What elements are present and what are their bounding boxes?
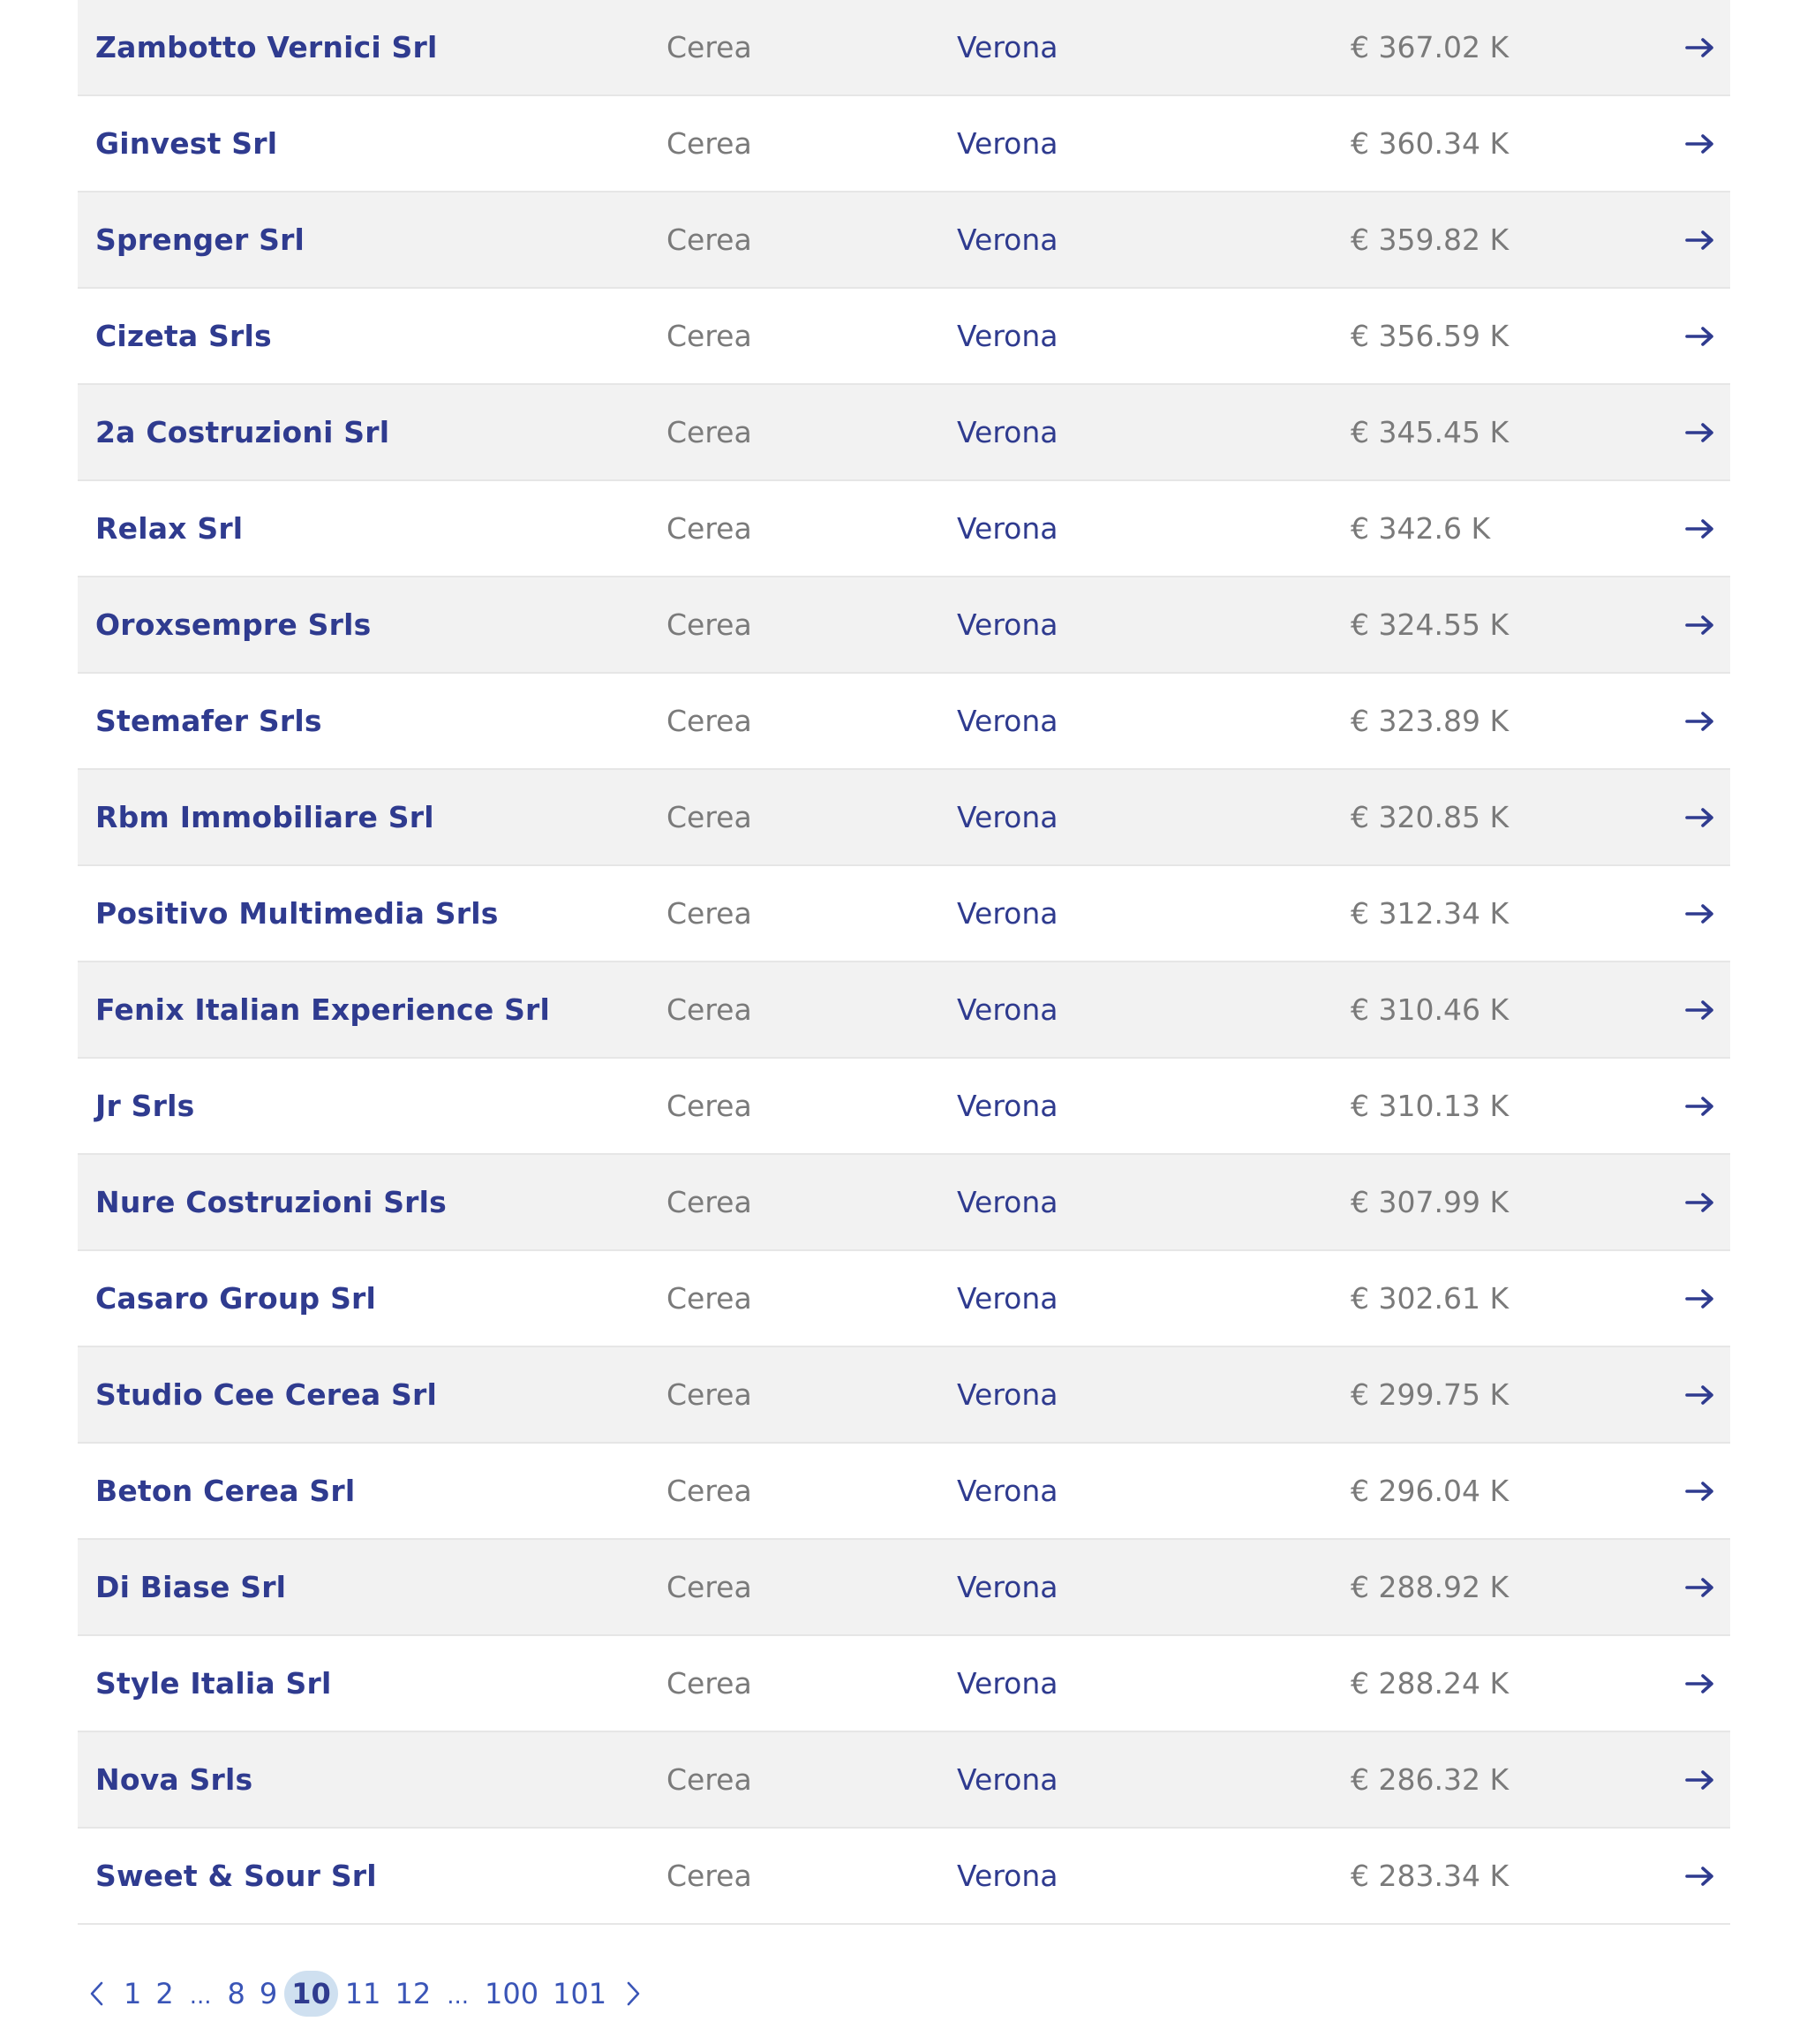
company-revenue: € 310.46 K [1351, 992, 1510, 1027]
company-table [78, 0, 1730, 1925]
table-row [78, 1444, 1730, 1540]
table-row [78, 577, 1730, 674]
company-revenue: € 360.34 K [1351, 126, 1510, 161]
company-city: Cerea [666, 1474, 752, 1508]
company-revenue: € 323.89 K [1351, 704, 1510, 738]
company-revenue: € 286.32 K [1351, 1762, 1510, 1797]
company-revenue: € 288.92 K [1351, 1570, 1510, 1604]
company-city: Cerea [666, 896, 752, 931]
company-name-link[interactable]: Nova Srls [95, 1762, 253, 1797]
pagination-page-9[interactable]: 9 [259, 1977, 278, 2010]
company-province: Verona [957, 1570, 1058, 1604]
company-city: Cerea [666, 800, 752, 834]
company-city: Cerea [666, 511, 752, 546]
table-row [78, 962, 1730, 1059]
company-name-link[interactable]: Relax Srl [95, 511, 244, 546]
company-province: Verona [957, 30, 1058, 64]
arrow-right-icon[interactable] [1683, 1636, 1718, 1731]
company-province: Verona [957, 800, 1058, 834]
company-city: Cerea [666, 1762, 752, 1797]
company-revenue: € 342.6 K [1351, 511, 1491, 546]
arrow-right-icon[interactable] [1683, 866, 1718, 961]
arrow-right-icon[interactable] [1683, 962, 1718, 1057]
company-name-link[interactable]: Zambotto Vernici Srl [95, 30, 438, 64]
company-revenue: € 359.82 K [1351, 223, 1510, 257]
company-name-link[interactable]: 2a Costruzioni Srl [95, 415, 390, 449]
arrow-right-icon[interactable] [1683, 770, 1718, 864]
company-name-link[interactable]: Di Biase Srl [95, 1570, 287, 1604]
arrow-right-icon[interactable] [1683, 192, 1718, 287]
arrow-right-icon[interactable] [1683, 0, 1718, 94]
company-province: Verona [957, 607, 1058, 642]
company-province: Verona [957, 223, 1058, 257]
table-row [78, 1059, 1730, 1155]
table-row [78, 674, 1730, 770]
company-name-link[interactable]: Positivo Multimedia Srls [95, 896, 499, 931]
company-city: Cerea [666, 1570, 752, 1604]
company-province: Verona [957, 511, 1058, 546]
company-city: Cerea [666, 1377, 752, 1412]
company-revenue: € 288.24 K [1351, 1666, 1510, 1701]
company-province: Verona [957, 1474, 1058, 1508]
company-province: Verona [957, 1666, 1058, 1701]
pagination-page-1[interactable]: 1 [124, 1977, 142, 2010]
table-row [78, 1636, 1730, 1732]
pagination [78, 1969, 652, 2018]
chevron-right-icon[interactable] [614, 1971, 652, 2017]
table-row [78, 1732, 1730, 1829]
company-province: Verona [957, 1281, 1058, 1316]
company-city: Cerea [666, 1666, 752, 1701]
table-row [78, 1540, 1730, 1636]
company-city: Cerea [666, 1185, 752, 1219]
company-province: Verona [957, 126, 1058, 161]
company-province: Verona [957, 1185, 1058, 1219]
company-revenue: € 310.13 K [1351, 1089, 1510, 1123]
pagination-page-101[interactable]: 101 [553, 1977, 607, 2010]
company-name-link[interactable]: Rbm Immobiliare Srl [95, 800, 434, 834]
table-row [78, 192, 1730, 289]
company-city: Cerea [666, 992, 752, 1027]
pagination-page-12[interactable]: 12 [395, 1977, 432, 2010]
arrow-right-icon[interactable] [1683, 96, 1718, 191]
company-city: Cerea [666, 1281, 752, 1316]
company-name-link[interactable]: Cizeta Srls [95, 319, 272, 353]
pagination-ellipsis: ... [447, 1983, 469, 2010]
company-province: Verona [957, 319, 1058, 353]
pagination-current-page[interactable]: 10 [284, 1971, 338, 2017]
arrow-right-icon[interactable] [1683, 577, 1718, 672]
company-name-link[interactable]: Studio Cee Cerea Srl [95, 1377, 437, 1412]
company-revenue: € 299.75 K [1351, 1377, 1510, 1412]
arrow-right-icon[interactable] [1683, 674, 1718, 768]
company-province: Verona [957, 1859, 1058, 1893]
arrow-right-icon[interactable] [1683, 1732, 1718, 1827]
arrow-right-icon[interactable] [1683, 1059, 1718, 1153]
company-city: Cerea [666, 126, 752, 161]
company-name-link[interactable]: Jr Srls [95, 1089, 195, 1123]
company-revenue: € 367.02 K [1351, 30, 1510, 64]
company-revenue: € 307.99 K [1351, 1185, 1510, 1219]
company-city: Cerea [666, 319, 752, 353]
arrow-right-icon[interactable] [1683, 1347, 1718, 1442]
table-row [78, 289, 1730, 385]
chevron-left-icon[interactable] [78, 1971, 117, 2017]
company-city: Cerea [666, 415, 752, 449]
pagination-page-11[interactable]: 11 [344, 1977, 381, 2010]
company-name-link[interactable]: Sprenger Srl [95, 223, 305, 257]
arrow-right-icon[interactable] [1683, 481, 1718, 576]
company-province: Verona [957, 896, 1058, 931]
company-name-link[interactable]: Style Italia Srl [95, 1666, 332, 1701]
company-name-link[interactable]: Casaro Group Srl [95, 1281, 377, 1316]
pagination-page-8[interactable]: 8 [227, 1977, 245, 2010]
arrow-right-icon[interactable] [1683, 1540, 1718, 1634]
company-name-link[interactable]: Beton Cerea Srl [95, 1474, 356, 1508]
company-revenue: € 356.59 K [1351, 319, 1510, 353]
company-name-link[interactable]: Fenix Italian Experience Srl [95, 992, 551, 1027]
company-city: Cerea [666, 1859, 752, 1893]
table-row [78, 481, 1730, 577]
company-revenue: € 324.55 K [1351, 607, 1510, 642]
table-row [78, 0, 1730, 96]
table-row [78, 96, 1730, 192]
company-revenue: € 296.04 K [1351, 1474, 1510, 1508]
company-city: Cerea [666, 30, 752, 64]
company-name-link[interactable]: Sweet & Sour Srl [95, 1859, 377, 1893]
table-row [78, 1347, 1730, 1444]
arrow-right-icon[interactable] [1683, 1155, 1718, 1249]
company-revenue: € 345.45 K [1351, 415, 1510, 449]
company-revenue: € 312.34 K [1351, 896, 1510, 931]
arrow-right-icon[interactable] [1683, 1829, 1718, 1923]
company-city: Cerea [666, 704, 752, 738]
table-row [78, 1155, 1730, 1251]
arrow-right-icon[interactable] [1683, 289, 1718, 383]
company-province: Verona [957, 415, 1058, 449]
table-row [78, 770, 1730, 866]
table-row [78, 1829, 1730, 1925]
company-name-link[interactable]: Nure Costruzioni Srls [95, 1185, 448, 1219]
table-row [78, 866, 1730, 962]
arrow-right-icon[interactable] [1683, 1444, 1718, 1538]
table-row [78, 1251, 1730, 1347]
company-name-link[interactable]: Oroxsempre Srls [95, 607, 372, 642]
company-revenue: € 302.61 K [1351, 1281, 1510, 1316]
pagination-page-100[interactable]: 100 [485, 1977, 539, 2010]
pagination-page-2[interactable]: 2 [155, 1977, 174, 2010]
company-city: Cerea [666, 607, 752, 642]
company-province: Verona [957, 704, 1058, 738]
company-province: Verona [957, 1762, 1058, 1797]
company-name-link[interactable]: Stemafer Srls [95, 704, 322, 738]
company-province: Verona [957, 1089, 1058, 1123]
pagination-ellipsis: ... [189, 1983, 212, 2010]
company-revenue: € 283.34 K [1351, 1859, 1510, 1893]
arrow-right-icon[interactable] [1683, 385, 1718, 479]
table-row [78, 385, 1730, 481]
company-name-link[interactable]: Ginvest Srl [95, 126, 278, 161]
company-city: Cerea [666, 1089, 752, 1123]
company-revenue: € 320.85 K [1351, 800, 1510, 834]
company-city: Cerea [666, 223, 752, 257]
arrow-right-icon[interactable] [1683, 1251, 1718, 1346]
company-province: Verona [957, 1377, 1058, 1412]
company-province: Verona [957, 992, 1058, 1027]
